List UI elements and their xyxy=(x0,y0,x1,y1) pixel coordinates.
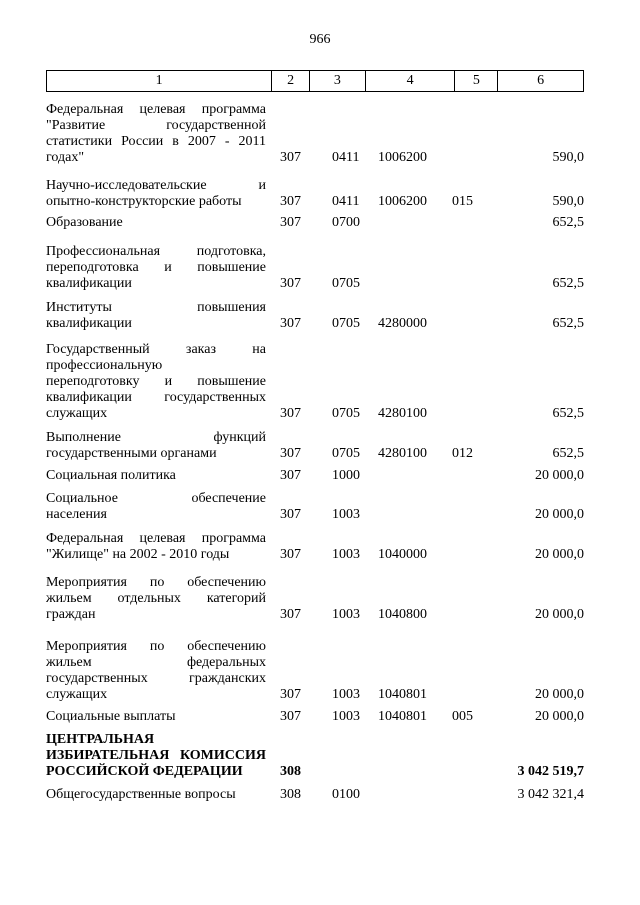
row-cell-c5: 015 xyxy=(452,194,473,209)
table-row xyxy=(46,178,584,210)
row-name xyxy=(46,639,266,703)
row-name-line: ЦЕНТРАЛЬНАЯ xyxy=(46,732,155,747)
row-cell-c4: 1040801 xyxy=(378,687,427,702)
row-name-line: переподготовка и повышение xyxy=(46,260,266,275)
row-cell-c4: 1006200 xyxy=(378,150,427,165)
row-name-line: Федеральная целевая программа xyxy=(46,102,266,117)
table-header xyxy=(46,70,584,92)
row-name-line: ИЗБИРАТЕЛЬНАЯ КОМИССИЯ xyxy=(46,748,266,763)
row-cell-c6: 652,5 xyxy=(552,215,584,230)
row-cell-c3: 0705 xyxy=(332,316,360,331)
row-cell-c3: 0411 xyxy=(332,150,360,165)
row-name-line: Институты повышения xyxy=(46,300,266,315)
row-name xyxy=(46,787,266,803)
row-cell-c6: 590,0 xyxy=(552,194,584,209)
row-name-line: жильем отдельных категорий xyxy=(46,591,266,606)
row-name xyxy=(46,575,266,623)
row-cell-c2: 307 xyxy=(280,607,301,622)
row-cell-c2: 307 xyxy=(280,709,301,724)
row-cell-c3: 0700 xyxy=(332,215,360,230)
row-cell-c6: 20 000,0 xyxy=(535,507,584,522)
table-row xyxy=(46,430,584,462)
row-cell-c4: 1040800 xyxy=(378,607,427,622)
row-cell-c3: 0705 xyxy=(332,446,360,461)
row-cell-c2: 308 xyxy=(280,764,301,779)
row-cell-c4: 1006200 xyxy=(378,194,427,209)
row-name-line: квалификации xyxy=(46,276,132,291)
row-cell-c2: 307 xyxy=(280,446,301,461)
row-name-line: квалификации государственных xyxy=(46,390,266,405)
row-name-line: Образование xyxy=(46,215,123,230)
table-row xyxy=(46,531,584,563)
row-name xyxy=(46,102,266,166)
row-name-line: государственными органами xyxy=(46,446,217,461)
row-cell-c3: 1003 xyxy=(332,547,360,562)
row-name xyxy=(46,709,266,725)
row-name-line: Социальные выплаты xyxy=(46,709,176,724)
row-name-line: населения xyxy=(46,507,107,522)
row-name xyxy=(46,342,266,422)
row-cell-c4: 4280000 xyxy=(378,316,427,331)
row-cell-c6: 652,5 xyxy=(552,406,584,421)
table-row xyxy=(46,732,584,780)
row-name-line: Государственный заказ на xyxy=(46,342,266,357)
table-row xyxy=(46,468,584,484)
table-row xyxy=(46,102,584,166)
row-cell-c6: 20 000,0 xyxy=(535,547,584,562)
row-cell-c6: 590,0 xyxy=(552,150,584,165)
row-name-line: Общегосударственные вопросы xyxy=(46,787,236,802)
row-cell-c3: 0411 xyxy=(332,194,360,209)
row-name-line: Мероприятия по обеспечению xyxy=(46,575,266,590)
row-cell-c3: 0100 xyxy=(332,787,360,802)
row-cell-c6: 652,5 xyxy=(552,276,584,291)
row-cell-c2: 307 xyxy=(280,507,301,522)
table-row xyxy=(46,215,584,231)
row-name xyxy=(46,732,266,780)
row-name xyxy=(46,300,266,332)
row-name xyxy=(46,531,266,563)
row-name xyxy=(46,244,266,292)
header-col-6: 6 xyxy=(497,71,583,91)
row-name-line: жильем федеральных xyxy=(46,655,266,670)
row-cell-c6: 652,5 xyxy=(552,316,584,331)
row-cell-c4: 1040000 xyxy=(378,547,427,562)
row-cell-c4: 4280100 xyxy=(378,446,427,461)
header-col-4: 4 xyxy=(365,71,455,91)
row-cell-c2: 307 xyxy=(280,547,301,562)
row-name xyxy=(46,178,266,210)
table-row xyxy=(46,639,584,703)
table-row xyxy=(46,575,584,623)
row-cell-c6: 20 000,0 xyxy=(535,687,584,702)
table-row xyxy=(46,300,584,332)
row-cell-c2: 307 xyxy=(280,215,301,230)
table-row xyxy=(46,787,584,803)
row-cell-c3: 1000 xyxy=(332,468,360,483)
row-name-line: граждан xyxy=(46,607,96,622)
row-name-line: Выполнение функций xyxy=(46,430,266,445)
row-name-line: государственных гражданских xyxy=(46,671,266,686)
table-row xyxy=(46,491,584,523)
row-name-line: Мероприятия по обеспечению xyxy=(46,639,266,654)
row-cell-c3: 1003 xyxy=(332,687,360,702)
row-name-line: Социальная политика xyxy=(46,468,176,483)
row-name-line: опытно-конструкторские работы xyxy=(46,194,242,209)
row-cell-c3: 0705 xyxy=(332,276,360,291)
row-cell-c3: 0705 xyxy=(332,406,360,421)
header-col-1: 1 xyxy=(155,73,163,88)
row-name xyxy=(46,430,266,462)
row-name-line: "Развитие государственной xyxy=(46,118,266,133)
row-name xyxy=(46,491,266,523)
row-name xyxy=(46,215,266,231)
row-name-line: Федеральная целевая программа xyxy=(46,531,266,546)
row-name-line: годах" xyxy=(46,150,85,165)
row-name-line: профессиональную xyxy=(46,358,163,373)
row-cell-c2: 307 xyxy=(280,406,301,421)
row-cell-c6: 20 000,0 xyxy=(535,468,584,483)
row-name-line: Профессиональная подготовка, xyxy=(46,244,266,259)
header-col-2: 2 xyxy=(271,71,309,91)
row-cell-c3: 1003 xyxy=(332,709,360,724)
row-cell-c4: 4280100 xyxy=(378,406,427,421)
row-cell-c6: 20 000,0 xyxy=(535,709,584,724)
row-cell-c5: 012 xyxy=(452,446,473,461)
row-cell-c2: 307 xyxy=(280,468,301,483)
row-cell-c3: 1003 xyxy=(332,607,360,622)
header-col-5: 5 xyxy=(454,71,497,91)
row-cell-c2: 307 xyxy=(280,194,301,209)
row-cell-c5: 005 xyxy=(452,709,473,724)
row-name-line: служащих xyxy=(46,406,108,421)
page-number: 966 xyxy=(309,32,331,47)
row-cell-c6: 20 000,0 xyxy=(535,607,584,622)
table-row xyxy=(46,342,584,422)
row-name-line: "Жилище" на 2002 - 2010 годы xyxy=(46,547,230,562)
row-name-line: квалификации xyxy=(46,316,132,331)
row-cell-c6: 3 042 519,7 xyxy=(517,764,584,779)
row-name-line: статистики России в 2007 - 2011 xyxy=(46,134,266,149)
row-cell-c6: 3 042 321,4 xyxy=(517,787,584,802)
row-cell-c3: 1003 xyxy=(332,507,360,522)
row-cell-c6: 652,5 xyxy=(552,446,584,461)
row-cell-c4: 1040801 xyxy=(378,709,427,724)
row-cell-c2: 307 xyxy=(280,150,301,165)
row-name-line: РОССИЙСКОЙ ФЕДЕРАЦИИ xyxy=(46,764,243,779)
row-cell-c2: 307 xyxy=(280,276,301,291)
row-name-line: Научно-исследовательские и xyxy=(46,178,266,193)
row-cell-c2: 308 xyxy=(280,787,301,802)
header-col-3: 3 xyxy=(309,71,365,91)
row-name xyxy=(46,468,266,484)
row-name-line: Социальное обеспечение xyxy=(46,491,266,506)
row-name-line: служащих xyxy=(46,687,108,702)
table-row xyxy=(46,709,584,725)
row-cell-c2: 307 xyxy=(280,316,301,331)
row-name-line: переподготовку и повышение xyxy=(46,374,266,389)
table-row xyxy=(46,244,584,292)
row-cell-c2: 307 xyxy=(280,687,301,702)
